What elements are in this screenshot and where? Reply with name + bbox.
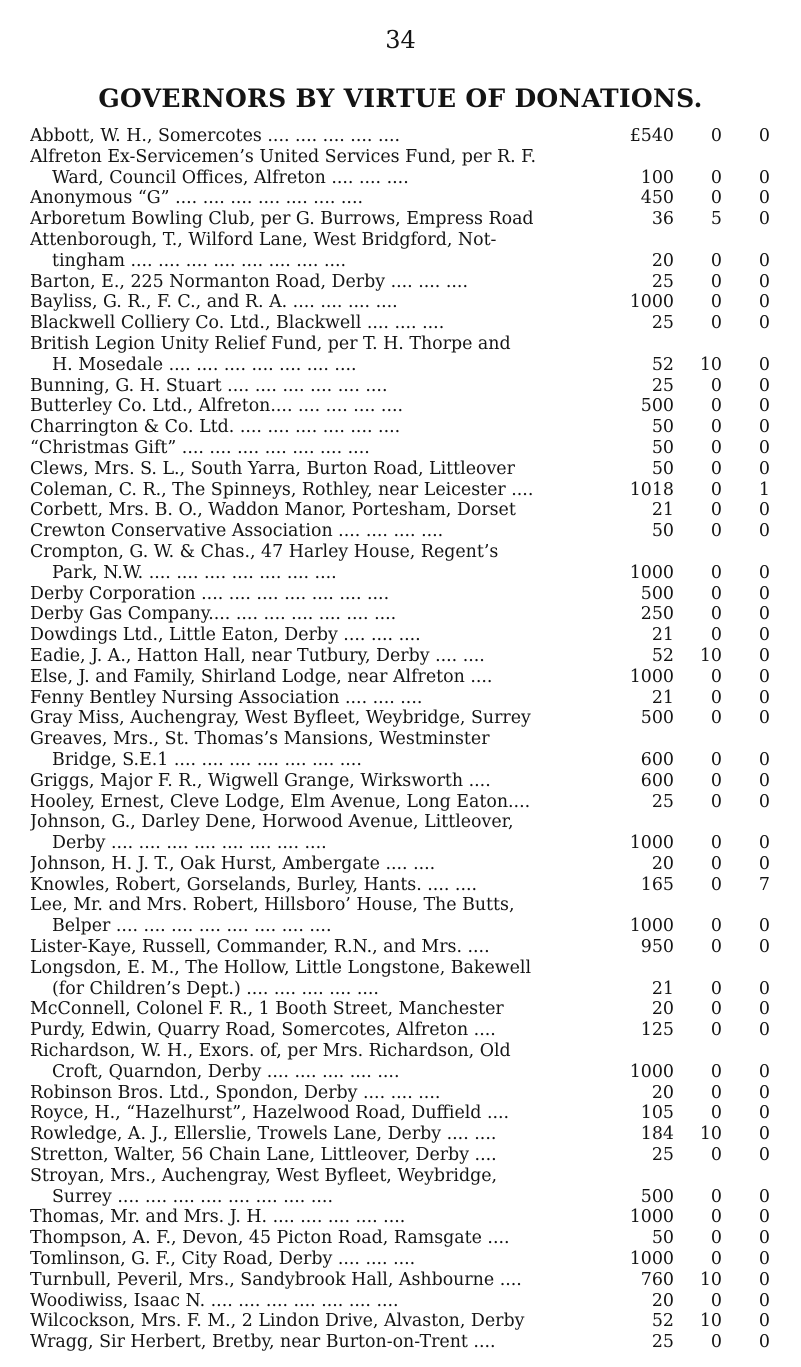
amount-pounds: 25 xyxy=(651,313,674,334)
amount-pence: 0 xyxy=(758,791,770,812)
donor-name: Butterley Co. Ltd., Alfreton.... .... .... .... .... xyxy=(30,396,404,417)
amount-pounds: 21 xyxy=(651,687,674,708)
donation-entry xyxy=(30,1145,801,1166)
amount-shillings: 0 xyxy=(710,126,722,146)
amount-pounds: 500 xyxy=(640,583,674,604)
donation-entry xyxy=(30,854,801,875)
donor-name: Richardson, W. H., Exors. of, per Mrs. Richardson, Old xyxy=(30,1041,511,1062)
amount-pence: 1 xyxy=(758,479,770,500)
donor-name: Charrington & Co. Ltd. .... .... .... .... .... .... xyxy=(30,417,401,438)
donation-entry xyxy=(30,500,801,521)
amount-shillings: 0 xyxy=(710,1103,722,1124)
amount-pounds: 21 xyxy=(651,978,674,999)
amount-pence: 0 xyxy=(758,645,770,666)
donor-name: Derby Gas Company.... .... .... .... .... .... .... xyxy=(30,604,397,625)
donation-entry xyxy=(30,604,801,625)
page-title: GOVERNORS BY VIRTUE OF DONATIONS. xyxy=(98,84,703,113)
amount-pounds: 50 xyxy=(651,437,674,458)
amount-pounds: 52 xyxy=(651,354,674,375)
donation-entry xyxy=(30,667,801,688)
donor-name: Lister-Kaye, Russell, Commander, R.N., and Mrs. .... xyxy=(30,937,490,958)
donor-name: “Christmas Gift” .... .... .... .... .... .... .... xyxy=(30,437,370,458)
donation-entry xyxy=(30,417,801,438)
amount-shillings: 0 xyxy=(710,1249,722,1270)
amount-pounds: 1000 xyxy=(629,562,674,583)
donor-name: Thompson, A. F., Devon, 45 Picton Road, Ramsgate .... xyxy=(30,1228,510,1249)
amount-pence: 0 xyxy=(758,417,770,438)
donor-name: Blackwell Colliery Co. Ltd., Blackwell .... .... .... xyxy=(30,313,445,334)
donor-name: Purdy, Edwin, Quarry Road, Somercotes, Alfreton .... xyxy=(30,1020,496,1041)
donor-name-continued: Derby .... .... .... .... .... .... .... .... xyxy=(52,833,327,854)
amount-pounds: 20 xyxy=(651,250,674,271)
donation-entry xyxy=(30,1041,801,1083)
amount-pounds: 20 xyxy=(651,999,674,1020)
amount-pounds: 25 xyxy=(651,791,674,812)
amount-pence: 0 xyxy=(758,1290,770,1311)
donation-entry xyxy=(30,646,801,667)
amount-shillings: 0 xyxy=(710,1186,722,1207)
amount-pence: 0 xyxy=(758,1228,770,1249)
amount-pence: 0 xyxy=(758,1332,770,1353)
donor-name: Bayliss, G. R., F. C., and R. A. .... .... .... .... xyxy=(30,292,398,313)
amount-shillings: 0 xyxy=(710,604,722,625)
donor-name: Stroyan, Mrs., Auchengray, West Byfleet, Weybridge, xyxy=(30,1165,498,1186)
amount-pence: 0 xyxy=(758,1249,770,1270)
amount-shillings: 0 xyxy=(710,396,722,417)
donor-name: British Legion Unity Relief Fund, per T. H. Thorpe and xyxy=(30,333,511,354)
amount-pounds: 600 xyxy=(640,770,674,791)
donation-entry xyxy=(30,999,801,1020)
amount-pence: 0 xyxy=(758,749,770,770)
amount-shillings: 10 xyxy=(699,1269,722,1290)
amount-pounds: 1000 xyxy=(629,1061,674,1082)
donor-name: Johnson, H. J. T., Oak Hurst, Ambergate .... .... xyxy=(30,853,436,874)
donation-entry xyxy=(30,1270,801,1291)
donation-entry xyxy=(30,480,801,501)
amount-shillings: 0 xyxy=(710,458,722,479)
donor-name: Turnbull, Peveril, Mrs., Sandybrook Hall, Ashbourne .... xyxy=(30,1269,522,1290)
amount-pence: 0 xyxy=(758,1082,770,1103)
donation-entry xyxy=(30,292,801,313)
amount-pounds: 20 xyxy=(651,1082,674,1103)
amount-pounds: 165 xyxy=(640,874,674,895)
amount-pounds: 50 xyxy=(651,417,674,438)
donor-name: Corbett, Mrs. B. O., Waddon Manor, Portesham, Dorset xyxy=(30,500,516,521)
amount-pence: 0 xyxy=(758,375,770,396)
amount-pence: 0 xyxy=(758,1269,770,1290)
donor-name: Longsdon, E. M., The Hollow, Little Longstone, Bakewell xyxy=(30,957,532,978)
amount-pounds: 760 xyxy=(640,1269,674,1290)
donation-entry xyxy=(30,958,801,1000)
amount-pounds: 500 xyxy=(640,396,674,417)
amount-pounds: 105 xyxy=(640,1103,674,1124)
donation-entry xyxy=(30,272,801,293)
donor-name: Bunning, G. H. Stuart .... .... .... .... .... .... xyxy=(30,375,388,396)
donations-list xyxy=(30,126,801,1353)
donor-name: Wragg, Sir Herbert, Bretby, near Burton-on-Trent .... xyxy=(30,1332,496,1353)
donor-name: McConnell, Colonel F. R., 1 Booth Street, Manchester xyxy=(30,999,504,1020)
donation-entry xyxy=(30,937,801,958)
donation-entry xyxy=(30,729,801,771)
amount-shillings: 0 xyxy=(710,791,722,812)
amount-pounds: 1000 xyxy=(629,292,674,313)
amount-pounds: 1018 xyxy=(629,479,674,500)
amount-shillings: 0 xyxy=(710,916,722,937)
donation-entry xyxy=(30,1103,801,1124)
amount-pounds: 25 xyxy=(651,375,674,396)
donation-entry xyxy=(30,209,801,230)
donation-entry xyxy=(30,1083,801,1104)
amount-pounds: 500 xyxy=(640,708,674,729)
amount-shillings: 0 xyxy=(710,417,722,438)
amount-shillings: 0 xyxy=(710,749,722,770)
amount-pounds: 450 xyxy=(640,188,674,209)
donation-entry xyxy=(30,875,801,896)
amount-shillings: 0 xyxy=(710,167,722,188)
donor-name: Arboretum Bowling Club, per G. Burrows, Empress Road xyxy=(30,209,534,230)
donor-name-continued: Ward, Council Offices, Alfreton .... .... .... xyxy=(52,167,409,188)
amount-pounds: 50 xyxy=(651,521,674,542)
amount-shillings: 0 xyxy=(710,188,722,209)
donation-entry xyxy=(30,313,801,334)
amount-pence: 0 xyxy=(758,458,770,479)
amount-pence: 0 xyxy=(758,313,770,334)
amount-shillings: 10 xyxy=(699,645,722,666)
donation-entry xyxy=(30,230,801,272)
donor-name: Johnson, G., Darley Dene, Horwood Avenue, Littleover, xyxy=(30,812,514,833)
amount-pence: 0 xyxy=(758,271,770,292)
amount-shillings: 0 xyxy=(710,1145,722,1166)
donor-name-continued: Park, N.W. .... .... .... .... .... .... .... xyxy=(52,562,337,583)
amount-pence: 0 xyxy=(758,604,770,625)
amount-shillings: 0 xyxy=(710,1061,722,1082)
amount-pence: 0 xyxy=(758,625,770,646)
donor-name-continued: H. Mosedale .... .... .... .... .... .... .... xyxy=(52,354,357,375)
amount-pence: 0 xyxy=(758,188,770,209)
donor-name: Derby Corporation .... .... .... .... .... .... .... xyxy=(30,583,390,604)
amount-pence: 0 xyxy=(758,354,770,375)
amount-shillings: 0 xyxy=(710,708,722,729)
amount-pence: 0 xyxy=(758,167,770,188)
amount-pence: 0 xyxy=(758,437,770,458)
amount-pence: 0 xyxy=(758,1207,770,1228)
donation-entry xyxy=(30,812,801,854)
amount-shillings: 0 xyxy=(710,1290,722,1311)
amount-shillings: 0 xyxy=(710,1082,722,1103)
amount-pounds: 25 xyxy=(651,271,674,292)
amount-pence: 0 xyxy=(758,126,770,146)
amount-shillings: 0 xyxy=(710,833,722,854)
donation-entry xyxy=(30,1124,801,1145)
amount-pounds: 500 xyxy=(640,1186,674,1207)
amount-shillings: 0 xyxy=(710,271,722,292)
amount-pounds: 20 xyxy=(651,853,674,874)
donor-name-continued: Belper .... .... .... .... .... .... .... .... xyxy=(52,916,332,937)
donor-name: Fenny Bentley Nursing Association .... .... .... xyxy=(30,687,423,708)
amount-shillings: 0 xyxy=(710,250,722,271)
amount-shillings: 0 xyxy=(710,583,722,604)
donor-name: Knowles, Robert, Gorselands, Burley, Hants. .... .... xyxy=(30,874,478,895)
amount-pounds: 20 xyxy=(651,1290,674,1311)
donation-entry xyxy=(30,1311,801,1332)
donation-entry xyxy=(30,438,801,459)
donation-entry xyxy=(30,188,801,209)
amount-shillings: 0 xyxy=(710,479,722,500)
amount-pounds: 1000 xyxy=(629,833,674,854)
amount-pence: 0 xyxy=(758,521,770,542)
donor-name: Crompton, G. W. & Chas., 47 Harley House, Regent’s xyxy=(30,541,499,562)
donation-entry xyxy=(30,1228,801,1249)
amount-pounds: 50 xyxy=(651,1228,674,1249)
amount-pence: 0 xyxy=(758,1124,770,1145)
amount-shillings: 10 xyxy=(699,354,722,375)
amount-shillings: 0 xyxy=(710,625,722,646)
page-number: 34 xyxy=(385,26,416,54)
amount-pence: 0 xyxy=(758,500,770,521)
donor-name: Stretton, Walter, 56 Chain Lane, Littleover, Derby .... xyxy=(30,1145,497,1166)
donation-entry xyxy=(30,376,801,397)
amount-shillings: 5 xyxy=(710,209,722,230)
amount-shillings: 0 xyxy=(710,937,722,958)
amount-pounds: 1000 xyxy=(629,1249,674,1270)
amount-pence: 7 xyxy=(758,874,770,895)
amount-shillings: 0 xyxy=(710,1207,722,1228)
amount-pence: 0 xyxy=(758,833,770,854)
amount-pounds: 600 xyxy=(640,749,674,770)
amount-shillings: 0 xyxy=(710,437,722,458)
amount-pounds: 52 xyxy=(651,645,674,666)
amount-pence: 0 xyxy=(758,1103,770,1124)
donor-name: Robinson Bros. Ltd., Spondon, Derby .... .... .... xyxy=(30,1082,441,1103)
amount-pence: 0 xyxy=(758,708,770,729)
donor-name: Else, J. and Family, Shirland Lodge, near Alfreton .... xyxy=(30,666,493,687)
donation-entry xyxy=(30,1166,801,1208)
amount-pounds: 21 xyxy=(651,625,674,646)
donor-name: Alfreton Ex-Servicemen’s United Services Fund, per R. F. xyxy=(30,146,537,167)
donor-name: Attenborough, T., Wilford Lane, West Bridgford, Not- xyxy=(30,229,497,250)
donation-entry xyxy=(30,895,801,937)
donation-entry xyxy=(30,1332,801,1353)
amount-shillings: 0 xyxy=(710,874,722,895)
amount-shillings: 10 xyxy=(699,1311,722,1332)
donor-name: Hooley, Ernest, Cleve Lodge, Elm Avenue, Long Eaton.... xyxy=(30,791,531,812)
donor-name: Thomas, Mr. and Mrs. J. H. .... .... .... .... .... xyxy=(30,1207,406,1228)
donation-entry xyxy=(30,1249,801,1270)
donor-name-continued: Croft, Quarndon, Derby .... .... .... .... .... xyxy=(52,1061,400,1082)
donation-entry xyxy=(30,1207,801,1228)
donor-name: Royce, H., “Hazelhurst”, Hazelwood Road, Duffield .... xyxy=(30,1103,510,1124)
donor-name-continued: Bridge, S.E.1 .... .... .... .... .... .... .... xyxy=(52,749,362,770)
donation-entry xyxy=(30,688,801,709)
donation-entry xyxy=(30,625,801,646)
donation-entry xyxy=(30,126,801,147)
donation-entry xyxy=(30,521,801,542)
amount-pounds: 100 xyxy=(640,167,674,188)
amount-pence: 0 xyxy=(758,209,770,230)
amount-pounds: 125 xyxy=(640,1020,674,1041)
donor-name: Tomlinson, G. F., City Road, Derby .... .... .... xyxy=(30,1249,416,1270)
amount-shillings: 0 xyxy=(710,292,722,313)
donation-entry xyxy=(30,396,801,417)
amount-shillings: 0 xyxy=(710,853,722,874)
amount-shillings: 0 xyxy=(710,521,722,542)
amount-pounds: 25 xyxy=(651,1145,674,1166)
donor-name: Clews, Mrs. S. L., South Yarra, Burton Road, Littleover xyxy=(30,458,515,479)
donation-entry xyxy=(30,459,801,480)
amount-pence: 0 xyxy=(758,250,770,271)
amount-pence: 0 xyxy=(758,666,770,687)
amount-pence: 0 xyxy=(758,1186,770,1207)
amount-pence: 0 xyxy=(758,853,770,874)
donor-name: Dowdings Ltd., Little Eaton, Derby .... .... .... xyxy=(30,625,421,646)
amount-pounds: 950 xyxy=(640,937,674,958)
donor-name: Crewton Conservative Association .... .... .... .... xyxy=(30,521,444,542)
donation-entry xyxy=(30,792,801,813)
amount-shillings: 0 xyxy=(710,500,722,521)
amount-pence: 0 xyxy=(758,916,770,937)
donor-name-continued: (for Children’s Dept.) .... .... .... .... .... xyxy=(52,978,379,999)
donation-entry xyxy=(30,584,801,605)
donor-name: Abbott, W. H., Somercotes .... .... .... .... .... xyxy=(30,126,401,146)
amount-pounds: 36 xyxy=(651,209,674,230)
amount-pence: 0 xyxy=(758,583,770,604)
amount-shillings: 0 xyxy=(710,562,722,583)
donor-name: Rowledge, A. J., Ellerslie, Trowels Lane, Derby .... .... xyxy=(30,1124,497,1145)
donor-name-continued: Surrey .... .... .... .... .... .... .... .... xyxy=(52,1186,333,1207)
amount-shillings: 10 xyxy=(699,1124,722,1145)
donation-entry xyxy=(30,771,801,792)
amount-pounds: 52 xyxy=(651,1311,674,1332)
amount-pence: 0 xyxy=(758,562,770,583)
amount-shillings: 0 xyxy=(710,999,722,1020)
donor-name: Eadie, J. A., Hatton Hall, near Tutbury, Derby .... .... xyxy=(30,645,485,666)
amount-pounds: £540 xyxy=(629,126,674,146)
amount-shillings: 0 xyxy=(710,978,722,999)
amount-shillings: 0 xyxy=(710,687,722,708)
donation-entry xyxy=(30,147,801,189)
amount-pounds: 1000 xyxy=(629,916,674,937)
amount-shillings: 0 xyxy=(710,1228,722,1249)
amount-pounds: 184 xyxy=(640,1124,674,1145)
amount-pence: 0 xyxy=(758,978,770,999)
amount-pounds: 1000 xyxy=(629,1207,674,1228)
donation-entry xyxy=(30,334,801,376)
amount-pounds: 25 xyxy=(651,1332,674,1353)
amount-pounds: 1000 xyxy=(629,666,674,687)
donor-name-continued: tingham .... .... .... .... .... .... .... .... xyxy=(52,250,347,271)
amount-pence: 0 xyxy=(758,292,770,313)
amount-pence: 0 xyxy=(758,999,770,1020)
donation-entry xyxy=(30,1020,801,1041)
amount-shillings: 0 xyxy=(710,375,722,396)
amount-pence: 0 xyxy=(758,1311,770,1332)
amount-pence: 0 xyxy=(758,396,770,417)
amount-pounds: 50 xyxy=(651,458,674,479)
donor-name: Greaves, Mrs., St. Thomas’s Mansions, Westminster xyxy=(30,729,490,750)
donation-entry xyxy=(30,708,801,729)
amount-pence: 0 xyxy=(758,1145,770,1166)
amount-pence: 0 xyxy=(758,770,770,791)
amount-pence: 0 xyxy=(758,937,770,958)
donor-name: Anonymous “G” .... .... .... .... .... .... .... xyxy=(30,188,364,209)
donor-name: Lee, Mr. and Mrs. Robert, Hillsboro’ House, The Butts, xyxy=(30,895,515,916)
amount-shillings: 0 xyxy=(710,770,722,791)
amount-pence: 0 xyxy=(758,1061,770,1082)
donation-entry xyxy=(30,1291,801,1312)
amount-shillings: 0 xyxy=(710,313,722,334)
amount-shillings: 0 xyxy=(710,666,722,687)
donor-name: Woodiwiss, Isaac N. .... .... .... .... .... .... .... xyxy=(30,1290,399,1311)
amount-shillings: 0 xyxy=(710,1020,722,1041)
amount-pounds: 250 xyxy=(640,604,674,625)
amount-pounds: 21 xyxy=(651,500,674,521)
donor-name: Wilcockson, Mrs. F. M., 2 Lindon Drive, Alvaston, Derby xyxy=(30,1311,525,1332)
amount-shillings: 0 xyxy=(710,1332,722,1353)
donor-name: Griggs, Major F. R., Wigwell Grange, Wirksworth .... xyxy=(30,770,491,791)
donor-name: Gray Miss, Auchengray, West Byfleet, Weybridge, Surrey xyxy=(30,708,531,729)
amount-pence: 0 xyxy=(758,687,770,708)
amount-pence: 0 xyxy=(758,1020,770,1041)
donation-entry xyxy=(30,542,801,584)
donor-name: Barton, E., 225 Normanton Road, Derby .... .... .... xyxy=(30,271,468,292)
donor-name: Coleman, C. R., The Spinneys, Rothley, near Leicester .... xyxy=(30,479,534,500)
